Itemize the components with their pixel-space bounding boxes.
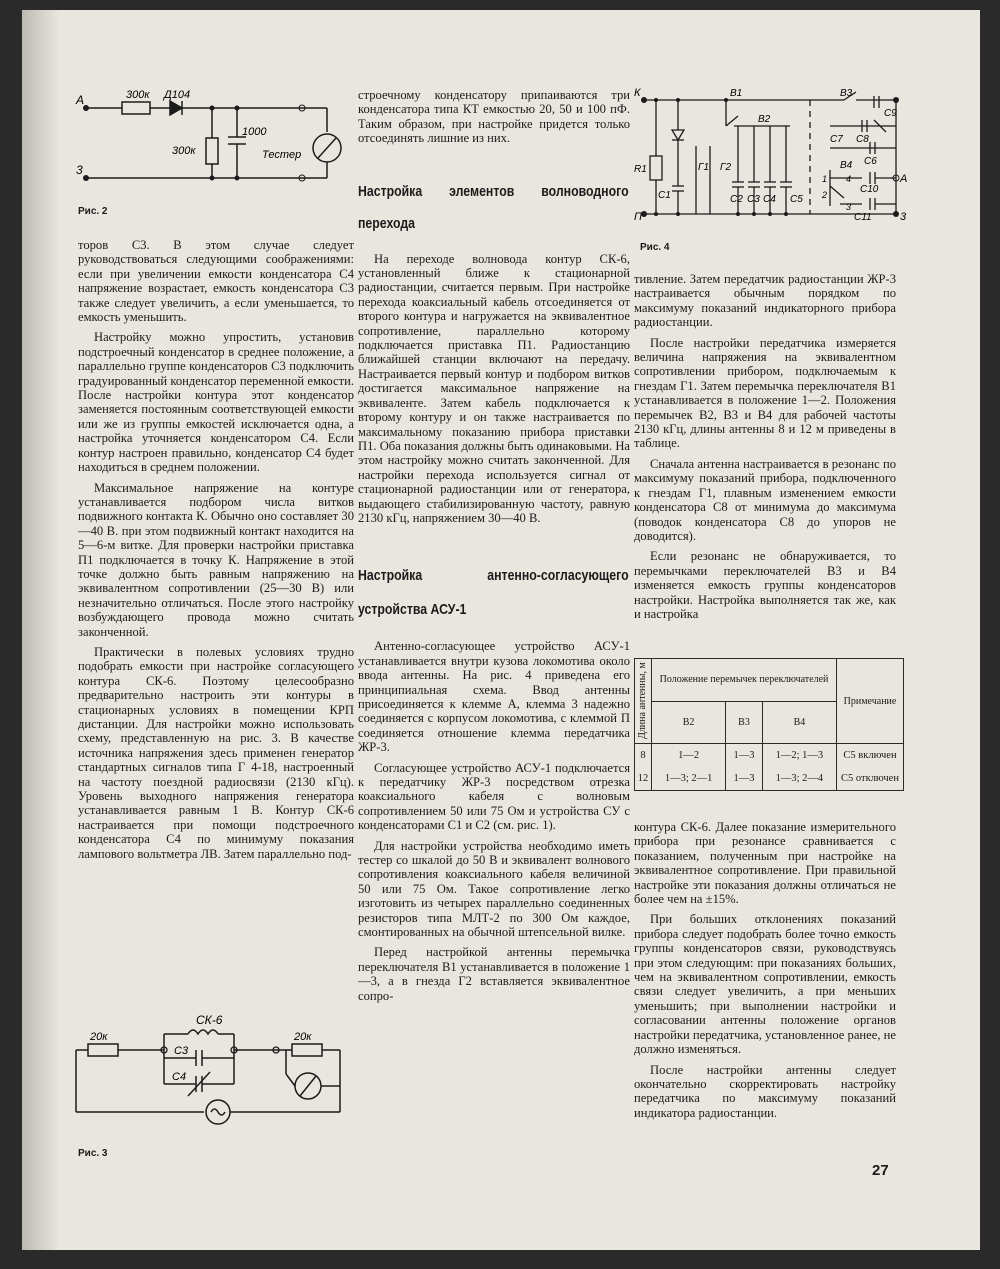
table-header-group: Положение перемычек переключателей bbox=[652, 659, 837, 702]
col3-paragraph: тивление. Затем передатчик радиостанции ЖР-3 настраивается обычным порядком по максимуму показаний индикаторного прибора радиостанции. bbox=[634, 272, 896, 330]
table-row bbox=[635, 767, 904, 791]
fig4-label-n1: 1 bbox=[822, 174, 828, 184]
fig4-label-g1: Г1 bbox=[698, 162, 710, 173]
fig4-label-c6: С6 bbox=[864, 156, 877, 167]
fig2-label-3: 3 bbox=[76, 163, 83, 177]
col2-paragraph: На переходе волновода контур СК-6, установленный ближе к стационарной радиостанции, считается первым. При настройке перехода коаксиальный кабель отсоединяется от второго контура и нагружается на эквивалентное сопротивление, параллельно которому подключается приставка П1. Радиостанцию ближайшей станции включают на передачу. Настраивается первый контур и подбором витков достигается максимальное напряжение на эквиваленте. Затем кабель подключается к второму контуру и он также настраивается по максимальному показанию прибора приставки П1. Оба показания должны быть одинаковыми. На этом настройку можно считать законченной. Для настройки перехода используется сигнал от стационарной радиостанции или от генератора, выдающего стабилизированную частоту, равную 2130 кГц, напряжением 30—40 В. bbox=[358, 251, 630, 525]
fig4-label-b3: В3 bbox=[840, 88, 853, 99]
table-cell: 1—3; 2—4 bbox=[762, 767, 836, 791]
page-binding-shadow bbox=[22, 10, 60, 1250]
table-cell: 8 bbox=[635, 744, 652, 768]
table-cell: 1—3 bbox=[726, 767, 763, 791]
table-cell: С5 включен bbox=[836, 744, 903, 768]
col3b-paragraph: После настройки антенны следует окончательно скорректировать настройку передатчика по максимуму показаний индикатора радиостанции. bbox=[634, 1062, 896, 1120]
fig3-label-r2: 20к bbox=[294, 1031, 312, 1043]
fig4-label-c10: С10 bbox=[860, 184, 879, 195]
fig4-label-c9: С9 bbox=[884, 108, 897, 119]
fig4-label-c8: С8 bbox=[856, 134, 869, 145]
figure-3-circuit bbox=[68, 1010, 358, 1140]
fig4-label-c7: С7 bbox=[830, 134, 843, 145]
fig4-label-c2: С2 bbox=[730, 194, 743, 205]
fig4-label-p: П bbox=[634, 211, 642, 223]
table-cell: 1—3; 2—1 bbox=[652, 767, 726, 791]
table-row bbox=[635, 744, 904, 768]
journal-page bbox=[22, 10, 980, 1250]
col1-paragraph: Максимальное напряжение на контуре устанавливается подбором числа витков подвижного контакта К. Обычно оно составляет 30—40 В. при этом подвижный контакт находится на 5—6-м витке. Для проверки настройки приставка П1 подключается в точку К. Напряжение в этой точке должно быть равным напряжению на эквивалентном сопротивлении (25—30 В) или незначительно отличаться. После этого настройку возбуждающего провода можно считать законченной. bbox=[78, 480, 354, 639]
section-heading-asu1: Настройка антенно-согласующего устройства АСУ-1 bbox=[358, 567, 629, 619]
col3b-paragraph: При больших отклонениях показаний прибора следует подобрать более точно емкость группы конденсаторов связи, руководствуясь при этом следующим: при показаниях больших, чем на эквивалентном сопротивлении, емкость связи следует увеличить, а при меньших уменьшить; при выполнении настройки и согласовании антенны положение органов настройки передатчика, установленное ранее, не должно изменяться. bbox=[634, 912, 896, 1057]
col3-paragraph: После настройки передатчика измеряется величина напряжения на эквивалентном сопротивлении прибором, подключаемым к гнездам Г1. Затем перемычка переключателя В1 устанавливается в положение 1—2. Положения перемычек В2, В3 и В4 для рабочей частоты 2130 кГц, длины антенны 8 и 12 м приведены в таблице. bbox=[634, 335, 896, 451]
fig3-label-c3: С3 bbox=[174, 1045, 189, 1057]
table-header-b4: В4 bbox=[762, 701, 836, 744]
col2-paragraph: строечному конденсатору припаиваются три конденсатора типа КТ емкостью 20, 50 и 100 пФ. Таким образом, при настройке придется только отсоединять лишние из них. bbox=[358, 88, 630, 146]
figure-2-circuit bbox=[72, 82, 362, 202]
fig3-label-sk: СК-6 bbox=[196, 1013, 223, 1027]
figure-2-caption: Рис. 2 bbox=[78, 206, 108, 217]
col1-paragraph: торов С3. В этом случае следует руководствоваться следующими соображениями: если при увеличении емкости конденсатора С4 напряжение возрастает, емкость конденсатора С3 также следует увеличить, а если уменьшается, то емкость уменьшить. bbox=[78, 238, 354, 325]
table-cell: 1—2 bbox=[652, 744, 726, 768]
figure-4-circuit bbox=[634, 86, 910, 246]
fig2-label-r2: 300к bbox=[172, 145, 196, 157]
fig4-label-b1: В1 bbox=[730, 88, 743, 99]
fig4-label-n2: 2 bbox=[822, 190, 828, 200]
fig4-label-3: 3 bbox=[900, 211, 907, 223]
table-cell: 1—2; 1—3 bbox=[762, 744, 836, 768]
col2-paragraph: Согласующее устройство АСУ-1 подключается к передатчику ЖР-3 посредством отрезка коаксиального кабеля с волновым сопротивлением 50 или 75 Ом и устройства СУ с конденсаторами С1 и С2 (см. рис. 1). bbox=[358, 760, 630, 833]
text-column-3-continued bbox=[634, 820, 896, 1126]
section-heading-waveguide: Настройка элементов волноводного перехода bbox=[358, 182, 629, 232]
fig3-label-c4: С4 bbox=[172, 1071, 187, 1083]
text-column-3 bbox=[634, 272, 896, 627]
col3-paragraph: Сначала антенна настраивается в резонанс по максимуму показаний прибора, подключенного к гнездам Г1, плавным изменением емкости конденсатора С8 от минимума до максимума (поводок конденсатора С8 до упоров не доводится). bbox=[634, 456, 896, 543]
fig4-label-c5: С5 bbox=[790, 194, 803, 205]
table-cell: С5 отключен bbox=[836, 767, 903, 791]
fig4-label-n3: 3 bbox=[846, 202, 852, 212]
fig3-label-r1: 20к bbox=[90, 1031, 108, 1043]
table-header-b2: В2 bbox=[652, 701, 726, 744]
col1-paragraph: Настройку можно упростить, установив подстроечный конденсатор в среднее положение, а параллельно группе конденсаторов С3 подключить градуированный конденсатор переменной емкости. После настройки контура этот конденсатор заменяется постоянным соответствующей емкости или же из группы емкостей исключается одна, а настройка уточняется конденсатором С4. Если контур настроен правильно, конденсатор С4 будет находиться в среднем положении. bbox=[78, 330, 354, 475]
fig4-label-c1: С1 bbox=[658, 190, 671, 201]
col3-paragraph: Если резонанс не обнаруживается, то перемычками переключателей В3 и В4 изменяется емкость группы конденсаторов настройки. Настройка выполняется так же, как и настройка bbox=[634, 549, 896, 621]
fig2-label-r1: 300к bbox=[126, 89, 150, 101]
fig2-label-d: Д104 bbox=[164, 89, 191, 101]
col3b-paragraph: контура СК-6. Далее показание измерительного прибора при резонансе сравнивается с показанием, полученным при настройке на эквивалентное сопротивление. При правильной настройке эти показания должны отличаться не более чем на ±15%. bbox=[634, 820, 896, 907]
fig4-label-n4: 4 bbox=[846, 174, 852, 184]
col2-paragraph: Антенно-согласующее устройство АСУ-1 устанавливается внутри кузова локомотива около ввода антенны. На рис. 4 приведена его принципиальная схема. Ввод антенны присоединяется к клемме А, клемма 3 надежно соединяется с корпусом локомотива, с клеммой П соединяется отношение клемма передатчика ЖР-3. bbox=[358, 639, 630, 755]
fig4-label-a: А bbox=[900, 173, 908, 185]
fig4-label-k: К bbox=[634, 87, 641, 99]
col2-paragraph: Перед настройкой антенны перемычка переключателя В1 устанавливается в положение 1—3, а в гнезда Г2 вставляется эквивалентное сопро- bbox=[358, 945, 630, 1003]
col1-paragraph: Практически в полевых условиях трудно подобрать емкости при настройке согласующего контура СК-6. Поэтому целесообразно предварительно настроить эти контуры в стационарных условиях в помещении КРП дистанции. Для настройки можно использовать схему, представленную на рис. 3. В качестве источника напряжения здесь применен генератор стандартных сигналов типа Г 4-18, настроенный на частоту поездной радиосвязи (2130 кГц). Уровень выходного напряжения генератора устанавливается равным 1 В. Контур СК-6 настраивается при помощи подстроечного конденсатора С4 по минимуму показания лампового вольтметра ЛВ. Затем параллельно под- bbox=[78, 644, 354, 861]
text-column-2 bbox=[358, 88, 630, 1009]
fig2-label-tester: Тестер bbox=[262, 149, 302, 161]
table-cell: 12 bbox=[635, 767, 652, 791]
fig4-label-c4: С4 bbox=[763, 194, 776, 205]
table-header-length: Длина антенны, м bbox=[635, 659, 652, 744]
fig4-label-c11: С11 bbox=[854, 212, 872, 223]
figure-3-caption: Рис. 3 bbox=[78, 1148, 108, 1159]
page-number: 27 bbox=[872, 1162, 889, 1179]
fig4-label-b2: В2 bbox=[758, 114, 771, 125]
fig4-label-b4: В4 bbox=[840, 160, 853, 171]
fig2-label-a: А bbox=[76, 93, 85, 107]
table-cell: 1—3 bbox=[726, 744, 763, 768]
text-column-1 bbox=[78, 238, 354, 867]
figure-4-caption: Рис. 4 bbox=[640, 242, 670, 253]
fig4-label-c3: С3 bbox=[747, 194, 760, 205]
fig4-label-r1: R1 bbox=[634, 164, 647, 175]
table-header-b3: В3 bbox=[726, 701, 763, 744]
jumper-positions-table bbox=[634, 658, 904, 791]
col2-paragraph: Для настройки устройства необходимо иметь тестер со шкалой до 50 В и эквивалент волнового сопротивления коаксиального кабеля величиной 50 или 75 Ом. Такое сопротивление легко изготовить из четырех параллельно соединенных резисторов типа МЛТ-2 по 300 Ом каждое, смонтированных на обычной штепсельной вилке. bbox=[358, 838, 630, 940]
fig2-label-c: 1000 bbox=[242, 126, 267, 138]
fig4-label-g2: Г2 bbox=[720, 162, 732, 173]
table-header-note: Примечание bbox=[836, 659, 903, 744]
